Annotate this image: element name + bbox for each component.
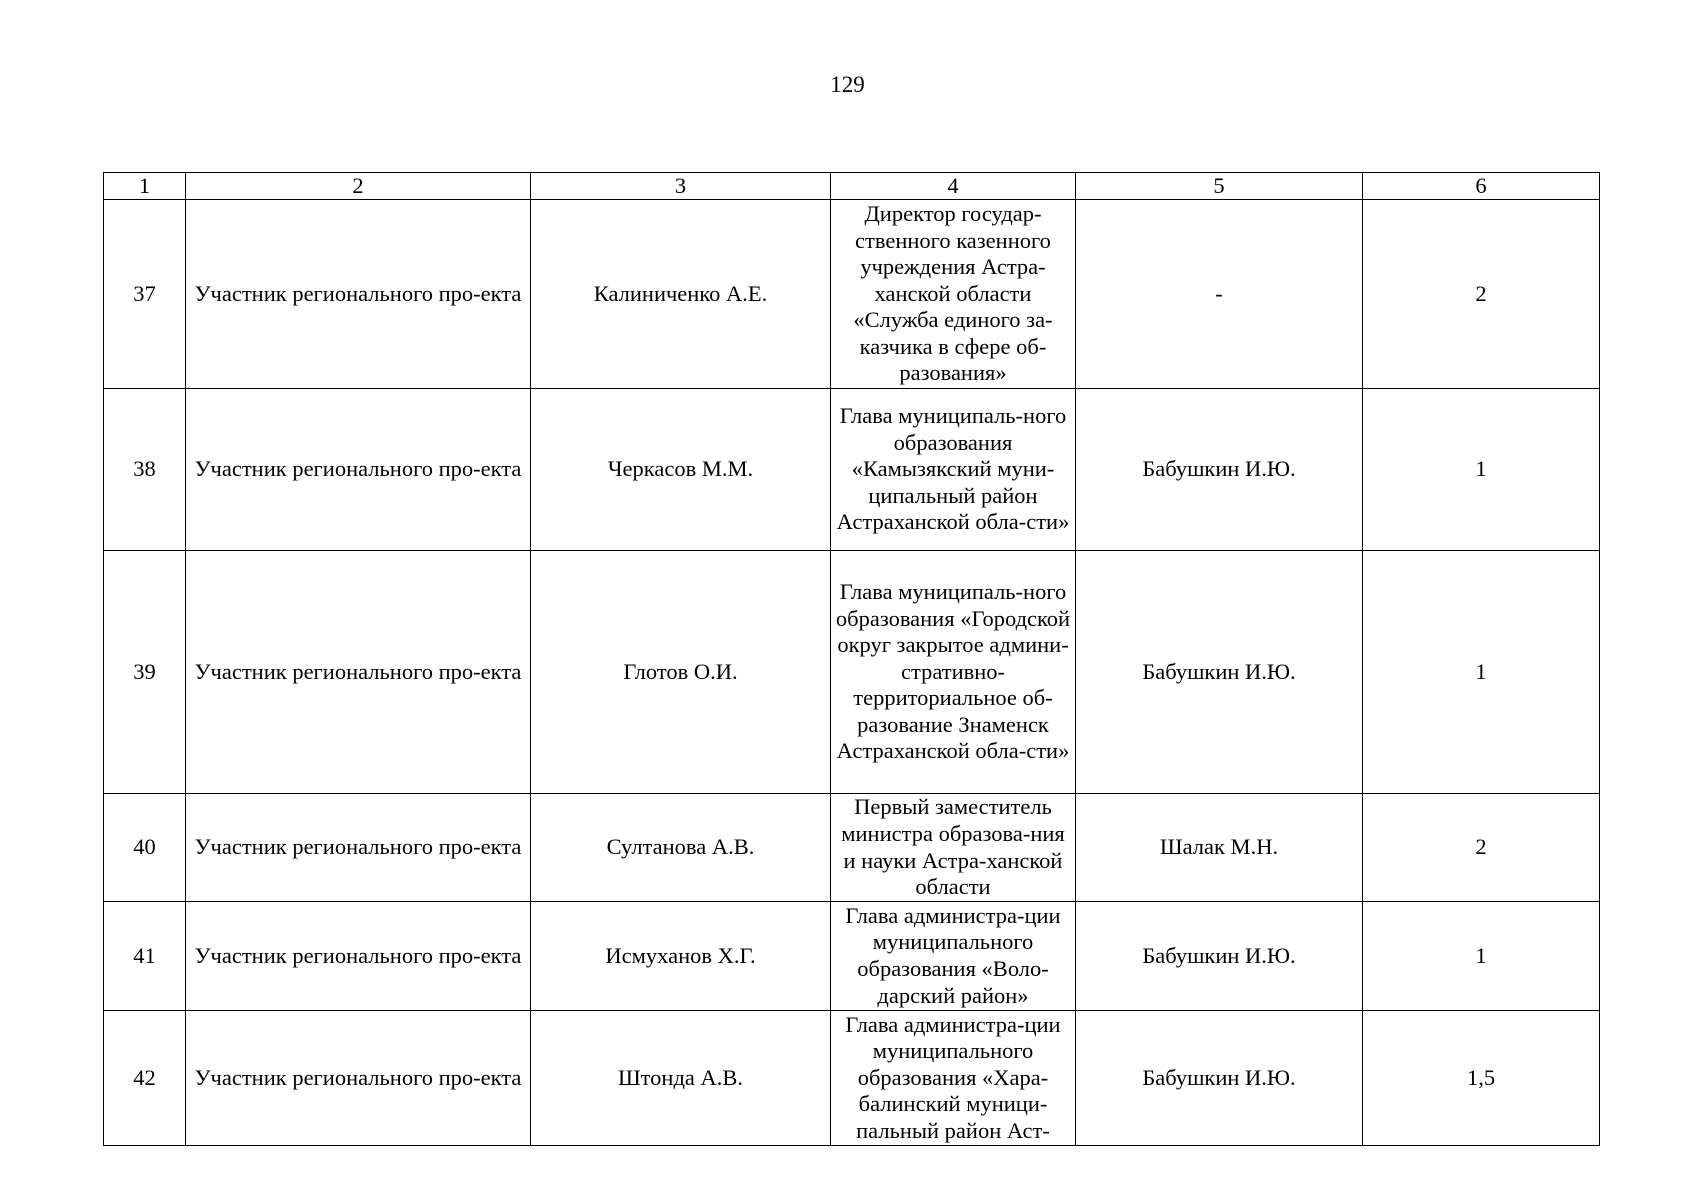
value-cell: 2 — [1363, 794, 1600, 902]
position-cell: Глава муниципаль-ного образования «Городской округ закрытое админи-стративно-территориальное об-разование Знаменск Астраханской обла-сти» — [831, 551, 1076, 794]
row-number: 39 — [104, 551, 186, 794]
table-row — [104, 902, 1600, 1011]
name-cell: Калиниченко А.Е. — [531, 200, 831, 389]
column-number: 1 — [104, 173, 186, 200]
column-number: 5 — [1076, 173, 1363, 200]
role-cell: Участник регионального про-екта — [186, 200, 531, 389]
row-number: 41 — [104, 902, 186, 1011]
column-number: 4 — [831, 173, 1076, 200]
position-cell: Глава муниципаль-ного образования «Камызякский муни-ципальный район Астраханской обла-сти» — [831, 389, 1076, 551]
value-cell: 1,5 — [1363, 1011, 1600, 1146]
table-row — [104, 1011, 1600, 1146]
position-cell: Первый заместитель министра образова-ния и науки Астра-ханской области — [831, 794, 1076, 902]
table-row — [104, 794, 1600, 902]
table-row — [104, 389, 1600, 551]
value-cell: 2 — [1363, 200, 1600, 389]
supervisor-cell: Бабушкин И.Ю. — [1076, 902, 1363, 1011]
table-row — [104, 551, 1600, 794]
column-number: 3 — [531, 173, 831, 200]
role-cell: Участник регионального про-екта — [186, 902, 531, 1011]
name-cell: Исмуханов Х.Г. — [531, 902, 831, 1011]
value-cell: 1 — [1363, 902, 1600, 1011]
supervisor-cell: Бабушкин И.Ю. — [1076, 1011, 1363, 1146]
name-cell: Черкасов М.М. — [531, 389, 831, 551]
column-number: 2 — [186, 173, 531, 200]
position-cell: Глава администра-ции муниципального образования «Воло-дарский район» — [831, 902, 1076, 1011]
name-cell: Султанова А.В. — [531, 794, 831, 902]
position-cell: Директор государ-ственного казенного учреждения Астра-ханской области «Служба единого за-казчика в сфере об-разования» — [831, 200, 1076, 389]
role-cell: Участник регионального про-екта — [186, 389, 531, 551]
row-number: 40 — [104, 794, 186, 902]
role-cell: Участник регионального про-екта — [186, 1011, 531, 1146]
table-row — [104, 200, 1600, 389]
value-cell: 1 — [1363, 389, 1600, 551]
column-number-row — [104, 173, 1600, 200]
supervisor-cell: - — [1076, 200, 1363, 389]
supervisor-cell: Бабушкин И.Ю. — [1076, 389, 1363, 551]
row-number: 38 — [104, 389, 186, 551]
role-cell: Участник регионального про-екта — [186, 551, 531, 794]
value-cell: 1 — [1363, 551, 1600, 794]
supervisor-cell: Бабушкин И.Ю. — [1076, 551, 1363, 794]
page-number: 129 — [830, 72, 865, 97]
role-cell: Участник регионального про-екта — [186, 794, 531, 902]
row-number: 37 — [104, 200, 186, 389]
name-cell: Глотов О.И. — [531, 551, 831, 794]
row-number: 42 — [104, 1011, 186, 1146]
position-cell: Глава администра-ции муниципального образования «Хара-балинский муници-пальный район Аст- — [831, 1011, 1076, 1146]
supervisor-cell: Шалак М.Н. — [1076, 794, 1363, 902]
participants-table — [103, 172, 1600, 1146]
column-number: 6 — [1363, 173, 1600, 200]
name-cell: Штонда А.В. — [531, 1011, 831, 1146]
